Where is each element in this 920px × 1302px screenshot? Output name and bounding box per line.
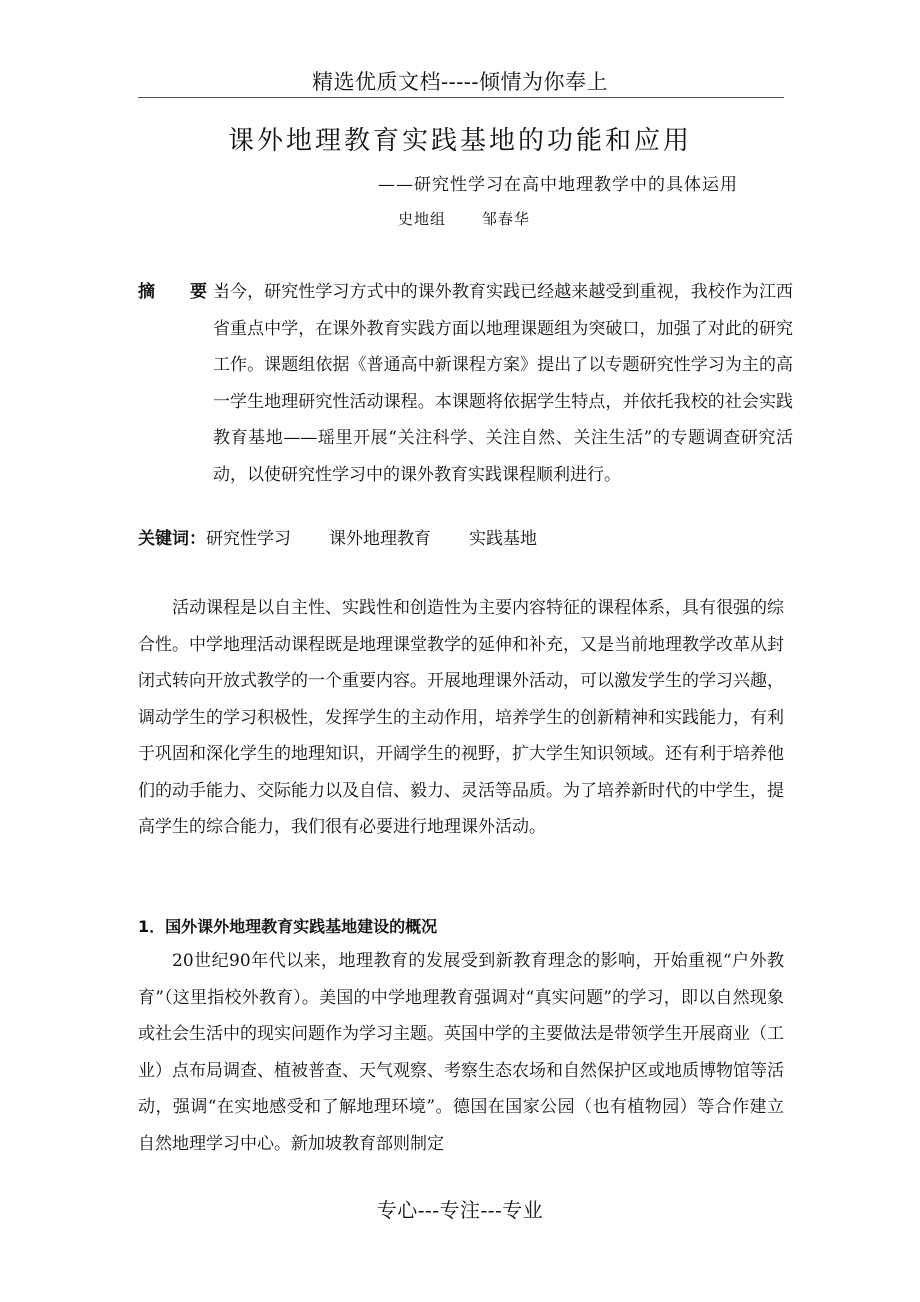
abstract-text: 当今，研究性学习方式中的课外教育实践已经越来越受到重视，我校作为江西省重点中学，在课外教育实践方面以地理课题组为突破口，加强了对此的研究工作。课题组依据《普通高中新课程方案》提出了以专题研究性学习为主的高一学生地理研究性活动课程。本课题将依据学生特点，并依托我校的社会实践教育基地——瑶里开展“关注科学、关注自然、关注生活”的专题调查研究活动，以使研究性学习中的课外教育实践课程顺利进行。 [213,282,793,485]
body-paragraph-2: 20世纪90年代以来，地理教育的发展受到新教育理念的影响，开始重视“户外教育”（这里指校外教育）。美国的中学地理教育强调对“真实问题”的学习，即以自然现象或社会生活中的现实问题作为学习主题。英国中学的主要做法是带领学生开展商业（工业）点布局调查、植被普查、天气观察、考察生态农场和自然保护区或地质博物馆等活动，强调“在实地感受和了解地理环境”。德国在国家公园（也有植物园）等合作建立自然地理学习中心。新加坡教育部则制定 [138,951,784,1154]
page-footer: 专心---专注---专业 [376,1198,544,1222]
author-name: 邹春华 [482,210,531,228]
keyword-item: 课外地理教育 [329,529,431,549]
abstract-label: 摘 要： [138,282,242,302]
keyword-item: 实践基地 [469,529,537,549]
document-subtitle: ——研究性学习在高中地理教学中的具体运用 [378,175,738,195]
body-paragraph-1: 活动课程是以自主性、实践性和创造性为主要内容特征的课程体系，具有很强的综合性。中学地理活动课程既是地理课堂教学的延伸和补充，又是当前地理教学改革从封闭式转向开放式教学的一个重要内容。开展地理课外活动，可以激发学生的学习兴趣，调动学生的学习积极性，发挥学生的主动作用，培养学生的创新精神和实践能力，有利于巩固和深化学生的地理知识，开阔学生的视野，扩大学生知识领域。还有利于培养他们的动手能力、交际能力以及自信、毅力、灵活等品质。为了培养新时代的中学生，提高学生的综合能力，我们很有必要进行地理课外活动。 [138,598,784,837]
document-title: 课外地理教育实践基地的功能和应用 [227,126,692,156]
page-header: 精选优质文档-----倾情为你奉上 [312,70,608,94]
author-line [398,208,530,229]
header-divider [138,97,784,98]
keywords-line [138,524,575,549]
keywords-label: 关键词： [138,529,206,549]
section-heading-1: 1．国外课外地理教育实践基地建设的概况 [138,917,438,936]
author-group: 史地组 [398,210,447,228]
keyword-item: 研究性学习 [206,529,291,549]
